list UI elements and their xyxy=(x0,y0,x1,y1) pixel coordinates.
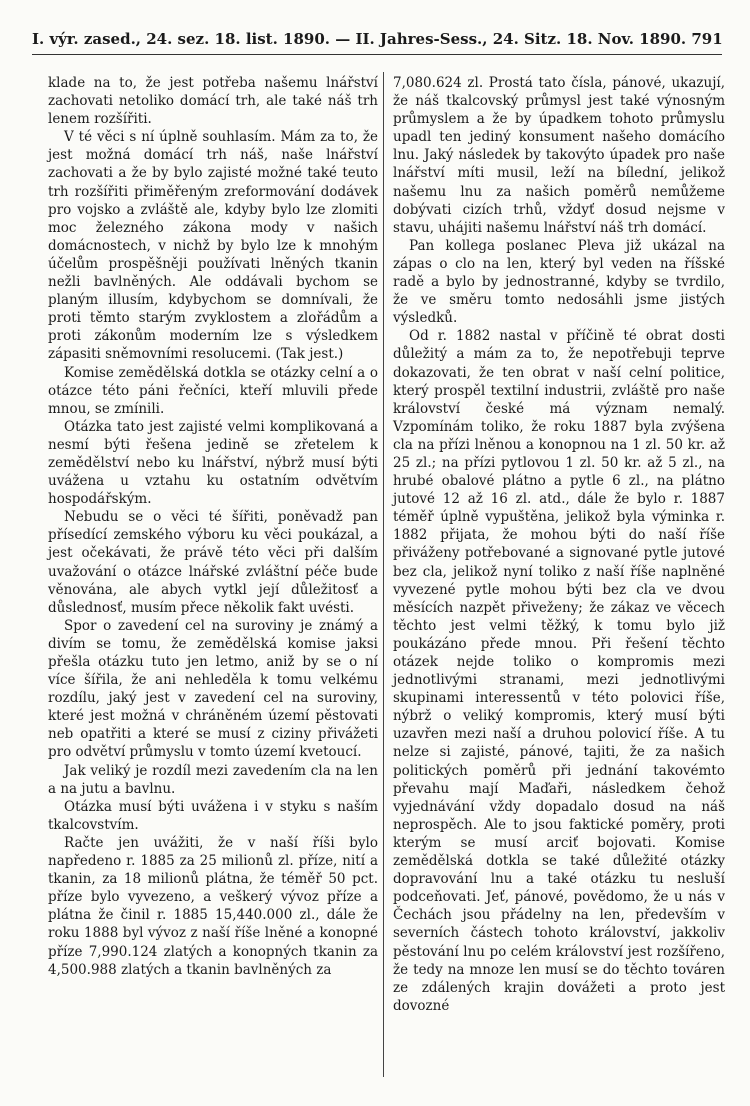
column-divider xyxy=(383,72,384,1077)
paragraph: Jak veliký je rozdíl mezi zavedením cla na len a na jutu a bavlnu. xyxy=(48,762,378,797)
paragraph: Otázka musí býti uvážena i v styku s naším tkalcovstvím. xyxy=(48,798,378,833)
paragraph: V té věci s ní úplně souhlasím. Mám za to, že jest možná domácí trh náš, naše lnářství zachovati a že by bylo zajisté možné také teuto trh rozšířiti přiměřeným zreformování dodávek pro vojsko a zvláště ale, kdyby bylo lze zlomiti moc železného zákona mody v našich domácnostech, v nichž by bylo lze k mnohým účelům prospěšněji používati lněných tkanin nežli bavlněných. Ale oddávali bychom se planým illusím, kdybychom se domnívali, že proti těmto starým zvyklostem a zlořádům a proti zákonům moderním lze s výsledkem zápasiti sněmovními resolucemi. (Tak jest.) xyxy=(48,129,378,363)
paragraph: Pan kollega poslanec Pleva již ukázal na zápas o clo na len, který byl veden na říšské radě a bylo by jednostranné, kdyby se tvrdilo, že ve směru tomto nedosáhli jsme jistých výsledků. xyxy=(393,237,725,327)
paragraph: Komise zemědělská dotkla se otázky celní a o otázce této páni řečníci, kteří mluvili přede mnou, se zmínili. xyxy=(48,364,378,417)
paragraph: 7,080.624 zl. Prostá tato čísla, pánové, ukazují, že náš tkalcovský průmysl jest také výnosným průmyslem a že by úpadkem tohoto průmyslu upadl ten jediný konsument našeho domácího lnu. Jaký následek by takovýto úpadek pro naše lnářství míti musil, leží na bílední, jelikož našemu lnu za našich poměrů nemůžeme dobývati cizích trhů, vždyť dosud nejsme v stavu, uhájiti našemu lnářství náš trh domácí. xyxy=(393,75,725,236)
header-rule xyxy=(32,54,722,55)
page-header: I. výr. zased., 24. sez. 18. list. 1890. — II. Jahres-Sess., 24. Sitz. 18. Nov. 1890. 791 xyxy=(32,30,723,48)
paragraph: Račte jen uvážiti, že v naší říši bylo napředeno r. 1885 za 25 milionů zl. příze, nití a tkanin, za 18 milionů plátna, že téměř 50 pct. příze bylo vyvezeno, a veškerý vývoz příze a plátna že činil r. 1885 15,440.000 zl., dále že roku 1888 byl vývoz z naší říše lněné a konopné příze 7,990.124 zlatých a konopných tkanin za 4,500.988 zlatých a tkanin bavlněných za xyxy=(48,834,378,978)
right-column xyxy=(393,74,725,1015)
paragraph: Spor o zavedení cel na suroviny je známý a divím se tomu, že zemědělská komise jaksi přešla otázku tuto jen letmo, aniž by se o ní více šířila, že ani nehleděla k tomu velkému rozdílu, jaký jest v zavedení cel na suroviny, které jest možná v chráněném území pěstovati neb opatřiti a které se musí z ciziny přivážeti pro odvětví průmyslu v tomto území kvetoucí. xyxy=(48,617,378,761)
paragraph: Nebudu se o věci té šířiti, poněvadž pan přísedící zemského výboru ku věci poukázal, a jest očekávati, že právě této věci při dalším uvažování o otázce lnářské zvláštní péče bude věnována, ale abych vytkl její důležitosť a důslednosť, musím přece několik fakt uvésti. xyxy=(48,509,378,616)
left-column xyxy=(48,74,378,979)
paragraph: Od r. 1882 nastal v příčině té obrat dosti důležitý a mám za to, že nepotřebuji teprve dokazovati, že ten obrat v naší celní politice, který prospěl textilní industrii, zvláště pro naše království české má význam nemalý. Vzpomínám toliko, že roku 1887 byla zvýšena cla na přízi lněnou a konopnou na 1 zl. 50 kr. až 25 zl.; na přízi pytlovou 1 zl. 50 kr. až 5 zl., na hrubé obalové plátno a pytle 6 zl., na plátno jutové 12 až 16 zl. atd., dále že bylo r. 1887 téměř úplně vypuštěna, jelikož byla výminka r. 1882 přijata, že mohou býti do naší říše přiváženy potřebované a signované pytle jutové bez cla, jelikož nyní toliko z naší říše naplněné vyvezené pytle mohou býti bez cla ve dvou měsících nazpět přiveženy; že zákaz ve věcech těchto jest velmi těžký, k tomu bylo již poukázáno přede mnou. Při řešení těchto otázek nejde toliko o kompromis mezi jednotlivými stranami, mezi jednotlivými skupinami interessentů v této polovici říše, nýbrž o veliký kompromis, který musí býti uzavřen mezi naší a druhou polovicí říše. A tu nelze si zajisté, pánové, tajiti, že za našich politických poměrů při jednání takovémto převahu mají Maďaři, následkem čehož vyjednávání vždy dopadalo dosud na náš neprospěch. Ale to jsou faktické poměry, proti kterým se musí arciť bojovati. Komise zemědělská dotkla se také důležité otázky dopravování lnu a také otázku tu nesluší podceňovati. Jeť, pánové, povědomo, že u nás v Čechách jsou přádelny na len, především v severních částech tohoto království, jakkoliv pěstování lnu po celém království jest rozšířeno, že tedy na mnoze len musí se do těchto továren ze zdálených krajin dovážeti a proto jest dovozné xyxy=(393,328,725,1014)
paragraph: klade na to, že jest potřeba našemu lnářství zachovati netoliko domácí trh, ale také náš trh lenem rozšířiti. xyxy=(48,75,378,128)
paragraph: Otázka tato jest zajisté velmi komplikovaná a nesmí býti řešena jedině se zřetelem k zemědělství nebo ku lnářství, nýbrž musí býti uvážena u vztahu ku ostatním odvětvím hospodářským. xyxy=(48,418,378,508)
